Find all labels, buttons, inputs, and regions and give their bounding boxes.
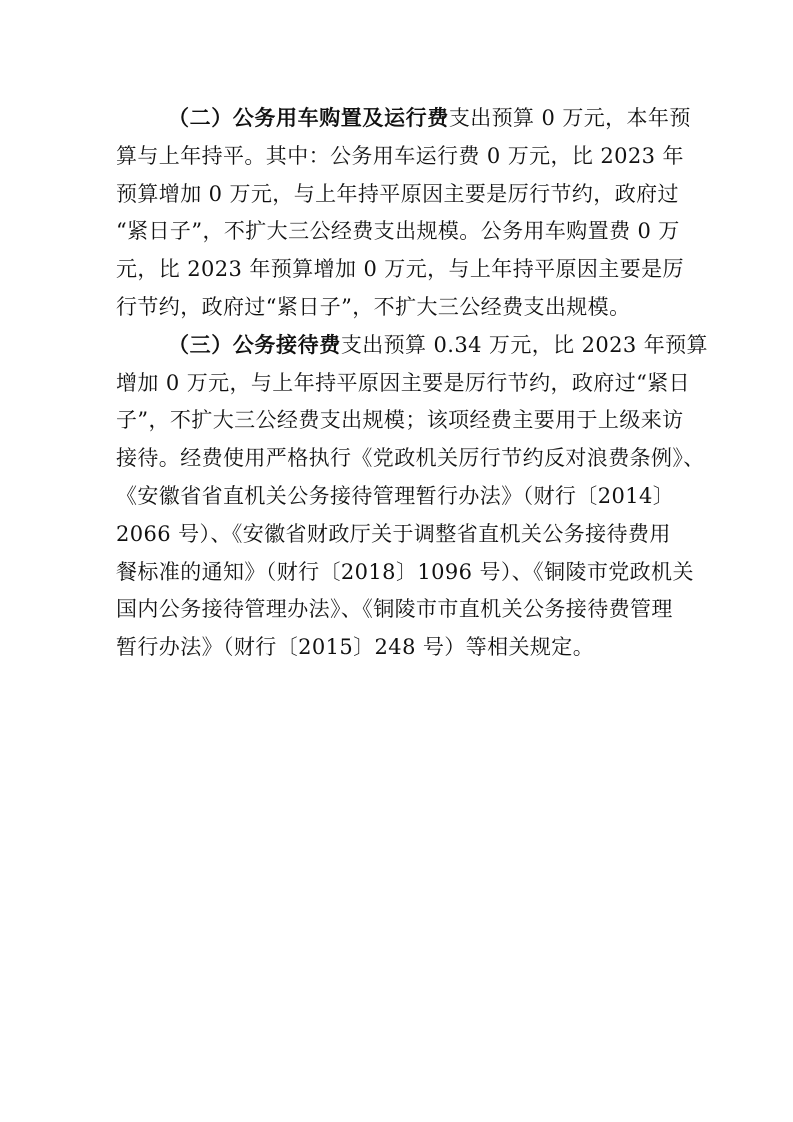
paragraph-line: 行节约，政府过“紧日子”，不扩大三公经费支出规模。 bbox=[116, 294, 631, 319]
paragraph-line: 餐标准的通知》（财行〔2018〕1096 号）、《铜陵市党政机关 bbox=[116, 559, 694, 584]
paragraph-reception-expenses bbox=[116, 327, 708, 667]
paragraph-text: 支出预算 0.34 万元，比 2023 年预算 bbox=[340, 332, 708, 357]
document-body bbox=[116, 100, 708, 667]
paragraph-line: 接待。经费使用严格执行《党政机关厉行节约反对浪费条例》、 bbox=[116, 446, 705, 471]
paragraph-text: 支出预算 0 万元，本年预 bbox=[448, 106, 691, 130]
paragraph-line: 子”，不扩大三公经费支出规模；该项经费主要用于上级来访 bbox=[116, 408, 684, 433]
paragraph-line: 预算增加 0 万元，与上年持平原因主要是厉行节约，政府过 bbox=[116, 181, 679, 206]
paragraph-vehicle-expenses bbox=[116, 100, 691, 327]
paragraph-first-line bbox=[116, 327, 708, 365]
paragraph-line: 国内公务接待管理办法》、《铜陵市市直机关公务接待费管理 bbox=[116, 597, 673, 622]
paragraph-line: 元，比 2023 年预算增加 0 万元，与上年持平原因主要是厉 bbox=[116, 257, 684, 282]
section-heading: （三）公务接待费 bbox=[168, 332, 341, 357]
paragraph-first-line bbox=[116, 100, 691, 138]
paragraph-line: 算与上年持平。其中：公务用车运行费 0 万元，比 2023 年 bbox=[116, 143, 684, 168]
section-heading: （二）公务用车购置及运行费 bbox=[168, 106, 449, 130]
paragraph-line: “紧日子”，不扩大三公经费支出规模。公务用车购置费 0 万 bbox=[116, 219, 680, 244]
paragraph-line: 增加 0 万元，与上年持平原因主要是厉行节约，政府过“紧日 bbox=[116, 370, 691, 395]
paragraph-line: 《安徽省省直机关公务接待管理暂行办法》（财行〔2014〕 bbox=[116, 483, 675, 508]
paragraph-line: 2066 号）、《安徽省财政厅关于调整省直机关公务接待费用 bbox=[116, 521, 671, 546]
paragraph-line: 暂行办法》（财行〔2015〕248 号）等相关规定。 bbox=[116, 635, 595, 660]
